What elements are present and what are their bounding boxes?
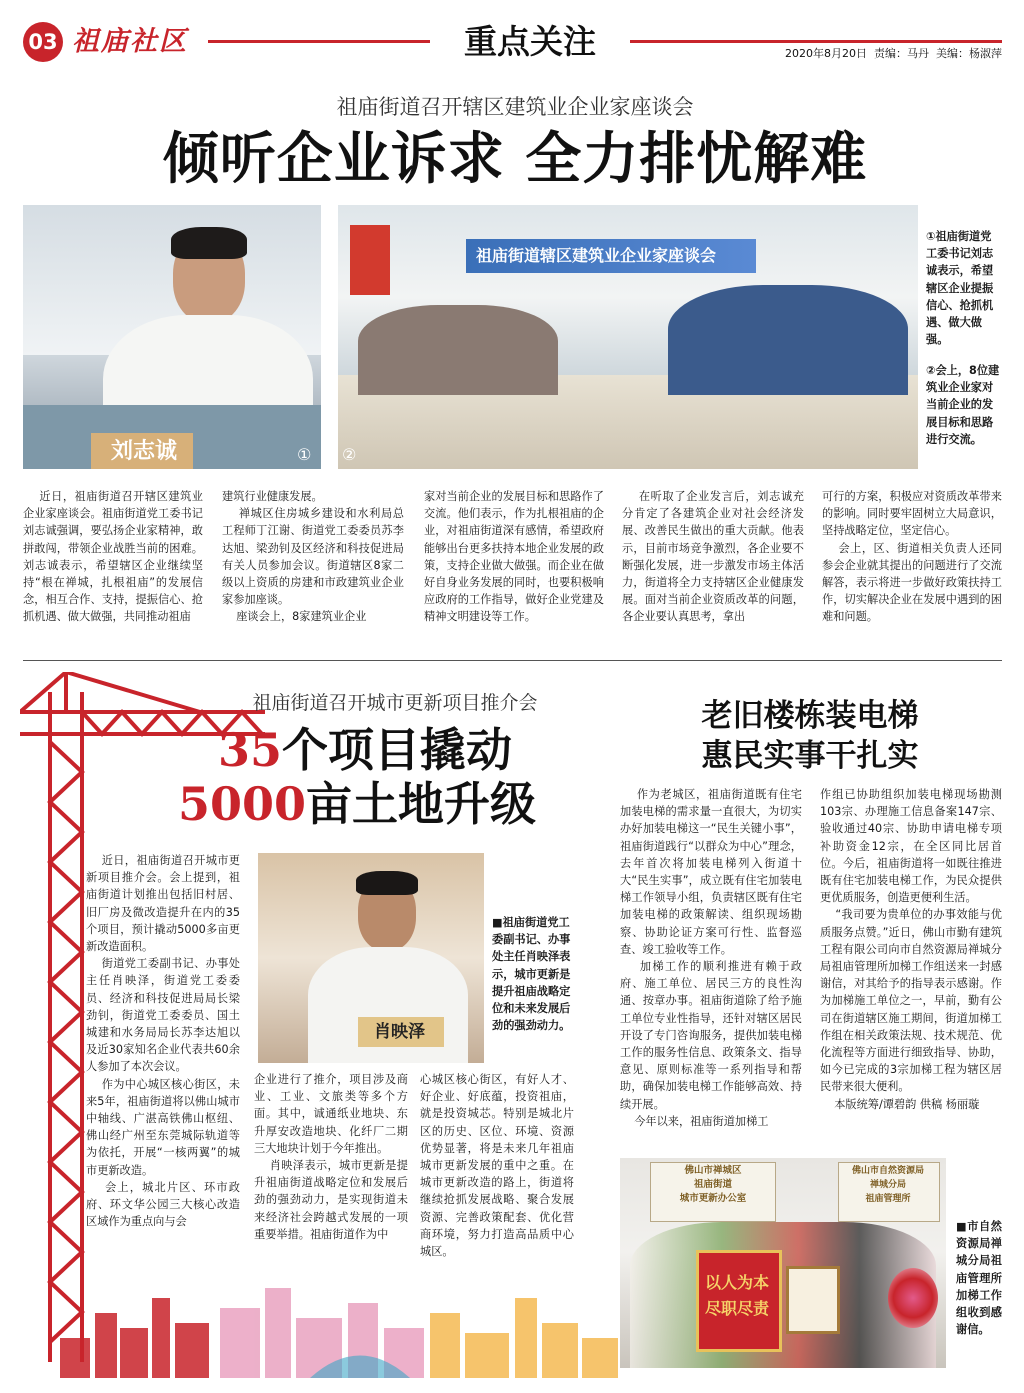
page-number: 03 [28,30,58,54]
photo-thank-you-letter [620,1158,946,1368]
photo2-number: ② [342,445,357,464]
article3-headline-line2: 惠民实事干扎实 [701,738,919,774]
article1-headline: 倾听企业诉求 全力排忧解难 [162,126,868,192]
header-rule-right [630,40,1002,43]
article2-col-3: 心城区核心街区，有好人才、好企业、好底蕴，投资祖庙，就是投资城芯。特别是城北片区的历史、区位、环境、资源优势显著，将是未来几年祖庙城市更新发展的重中之重。在城市更新改造的路上，街道将继续抢抓发展战略、聚合发展资源、完善政策配套、优化营商环境，努力打造高品质中心城区。 [420,1073,574,1259]
sign-board-right-text: 佛山市自然资源局 禅城分局 祖庙管理所 [851,1166,924,1204]
attendees-left [358,305,558,395]
photo1-number: ① [297,445,312,464]
meeting-banner-text: 祖庙街道辖区建筑业企业家座谈会 [476,246,717,265]
sign-board-left-text: 佛山市禅城区 祖庙街道 城市更新办公室 [679,1165,747,1204]
article3-col-2: 作组已协助组织加装电梯现场勘测103宗、办理施工信息备案147宗、验收通过40宗、协助申请电梯专项补助资金12宗，在全区同比居首位。今后，祖庙街道将一如既往推进既有住宅加装电梯工作，为民众提供更优质服务，创造更便利生活。 “我司要为贵单位的办事效能与优质服务点赞。”近日，佛山市勤有建筑工程有限公司向市自然资源局禅城分局祖庙管理所加梯工作组送来一封感谢信，对其给予的指导表示感谢。作为加梯施工单位之一，早前，勤有公司在街道辖区施工期间，街道加梯工作组在相关政策法规、技术规范、优化流程等方面进行细致指导、协助，如今已完成的3宗加梯工程为辖区居民带来很大便利。 本版统筹/谭碧韵 供稿 杨丽璇 [820,788,1002,1111]
date-line: 2020年8月20日 责编：马丹 美编：杨淑萍 [785,47,1002,60]
photo-xiao-name-tag: 肖映泽 [374,1022,425,1042]
headline1-number: 35 [218,723,283,777]
article1-col-4: 在听取了企业发言后，刘志诚充分肯定了各建筑企业对社会经济发展、改善民生做出的重大贡献。他表示，目前市场竞争激烈，各企业要不断强化发展，进一步激发市场主体活力，街道将全力支持辖区企业健康发展。面对当前企业资质改革的问题，各企业要认真思考，拿出 [622,490,804,624]
article3-caption: ■市自然资源局禅城分局祖庙管理所加梯工作组收到感谢信。 [956,1220,1002,1337]
article2-headline-line2 [178,776,536,832]
article2-caption: ■祖庙街道党工委副书记、办事处主任肖映泽表示，城市更新是提升祖庙战略定位和未来发展后劲的强劲动力。 [492,916,571,1033]
headline1-text: 个项目撬动 [282,723,513,777]
city-skyline-graphic [60,1278,620,1378]
photo1-name-tag: 刘志诚 [111,438,178,464]
attendees-right [668,285,908,395]
article1-col-1: 近日，祖庙街道召开辖区建筑业企业家座谈会。祖庙街道党工委书记刘志诚强调，要弘扬企业家精神，敢拼敢闯，带领企业战胜当前的困难。刘志诚表示，希望辖区企业继续坚持“根在禅城，扎根祖庙”的发展信念，相互合作、支持，提振信心、抢抓机遇、做大做强，共同推动祖庙 [23,490,203,624]
article3-col-1: 作为老城区，祖庙街道既有住宅加装电梯的需求量一直很大，为切实办好加装电梯这一“民生关键小事”，祖庙街道践行“以群众为中心”理念，去年首次将加装电梯列入街道十大“民生实事”，成立既有住宅加装电梯工作领导小组，负责辖区既有住宅加装电梯的政策解读、组织现场勘察、协助论证方案可行性、监督巡查、竣工验收等工作。 加梯工作的顺利推进有赖于政府、施工单位、居民三方的良性沟通、按章办事。祖庙街道除了给予施工单位专业性指导，还针对辖区居民开设了专门咨询服务，提供加装电梯工作的服务性信息、政策条文、指导意见、原则标准等一系列指导和帮助，确保加装电梯工作能够高效、持续开展。 今年以来，祖庙街道加梯工 [620,788,802,1128]
person-hair [171,227,247,259]
pennant-banner-text: 以人为本 尽职尽责 [704,1273,769,1318]
person-hair [356,871,418,895]
section-name: 祖庙社区 [72,26,188,57]
section-divider [23,660,1002,661]
headline2-number: 5000 [178,777,307,831]
article1-caption-1: ①祖庙街道党工委书记刘志诚表示，希望辖区企业提振信心、抢抓机遇、做大做强。 [926,230,994,347]
article2-headline-line1 [218,722,512,778]
headline2-text: 亩土地升级 [306,777,537,831]
photo-liu-zhicheng [23,205,321,469]
page-title: 重点关注 [464,22,596,61]
certificate-frame [786,1266,840,1334]
article2-col-1: 近日，祖庙街道召开城市更新项目推介会。会上提到，祖庙街道计划推出包括旧村居、旧厂房及微改造提升在内的35个项目，预计撬动5000多亩更新改造面积。 街道党工委副书记、办事处主任肖映泽，街道党工委委员、经济和科技促进局局长梁劲钊，街道党工委委员、国土城建和水务局局长苏李达旭以及近30家知名企业代表共60余人参加了本次会议。 作为中心城区核心街区，未来5年，祖庙街道将以佛山城市中轴线、广湛高铁佛山枢纽、佛山经广州至东莞城际轨道等为依托，开展“一核两翼”的城市更新改造。 会上，城北片区、环市政府、环文华公园三大核心改造区域作为重点向与会 [86,854,240,1229]
flower-bouquet [888,1268,938,1328]
article3-headline-line1: 老旧楼栋装电梯 [701,698,919,734]
photo-meeting [338,205,918,469]
page-number-circle [23,22,63,62]
article2-col-2: 企业进行了推介，项目涉及商业、工业、文旅类等多个方面。其中，诚通纸业地块、东升厚安改造地块、化纤厂二期三大地块计划于今年推出。 肖映泽表示，城市更新是提升祖庙街道战略定位和发展后劲的强劲动力，是实现街道未来经济社会跨越式发展的一项重要举措。祖庙街道作为中 [254,1073,408,1241]
article1-caption-2: ②会上，8位建筑业企业家对当前企业的发展目标和思路进行交流。 [926,364,1000,446]
article1-kicker: 祖庙街道召开辖区建筑业企业家座谈会 [336,95,694,119]
flag [350,225,390,295]
photo-xiao-yingze [258,853,484,1063]
article1-col-2: 建筑行业健康发展。 禅城区住房城乡建设和水利局总工程师丁江谢、街道党工委委员苏李达旭、梁劲钊及区经济和科技促进局有关人员参加会议。街道辖区8家二级以上资质的房建和市政建筑业企业家参加座谈。 座谈会上，8家建筑业企业 [222,490,404,624]
article1-col-5: 可行的方案，积极应对资质改革带来的影响。同时要牢固树立大局意识，坚持战略定位，坚定信心。 会上，区、街道相关负责人还同参会企业就其提出的问题进行了交流解答，表示将进一步做好政策扶持工作，切实解决企业在发展中遇到的困难和问题。 [822,490,1002,624]
article1-col-3: 家对当前企业的发展目标和思路作了交流。他们表示，作为扎根祖庙的企业，对祖庙街道深有感情，希望政府能够出台更多扶持本地企业发展的政策，支持企业做大做强。而企业在做好自身业务发展的同时，也要积极响应政府的工作指导，做好企业党建及精神文明建设等工作。 [424,490,604,624]
article2-kicker: 祖庙街道召开城市更新项目推介会 [252,692,538,714]
header-rule-left [208,40,430,43]
